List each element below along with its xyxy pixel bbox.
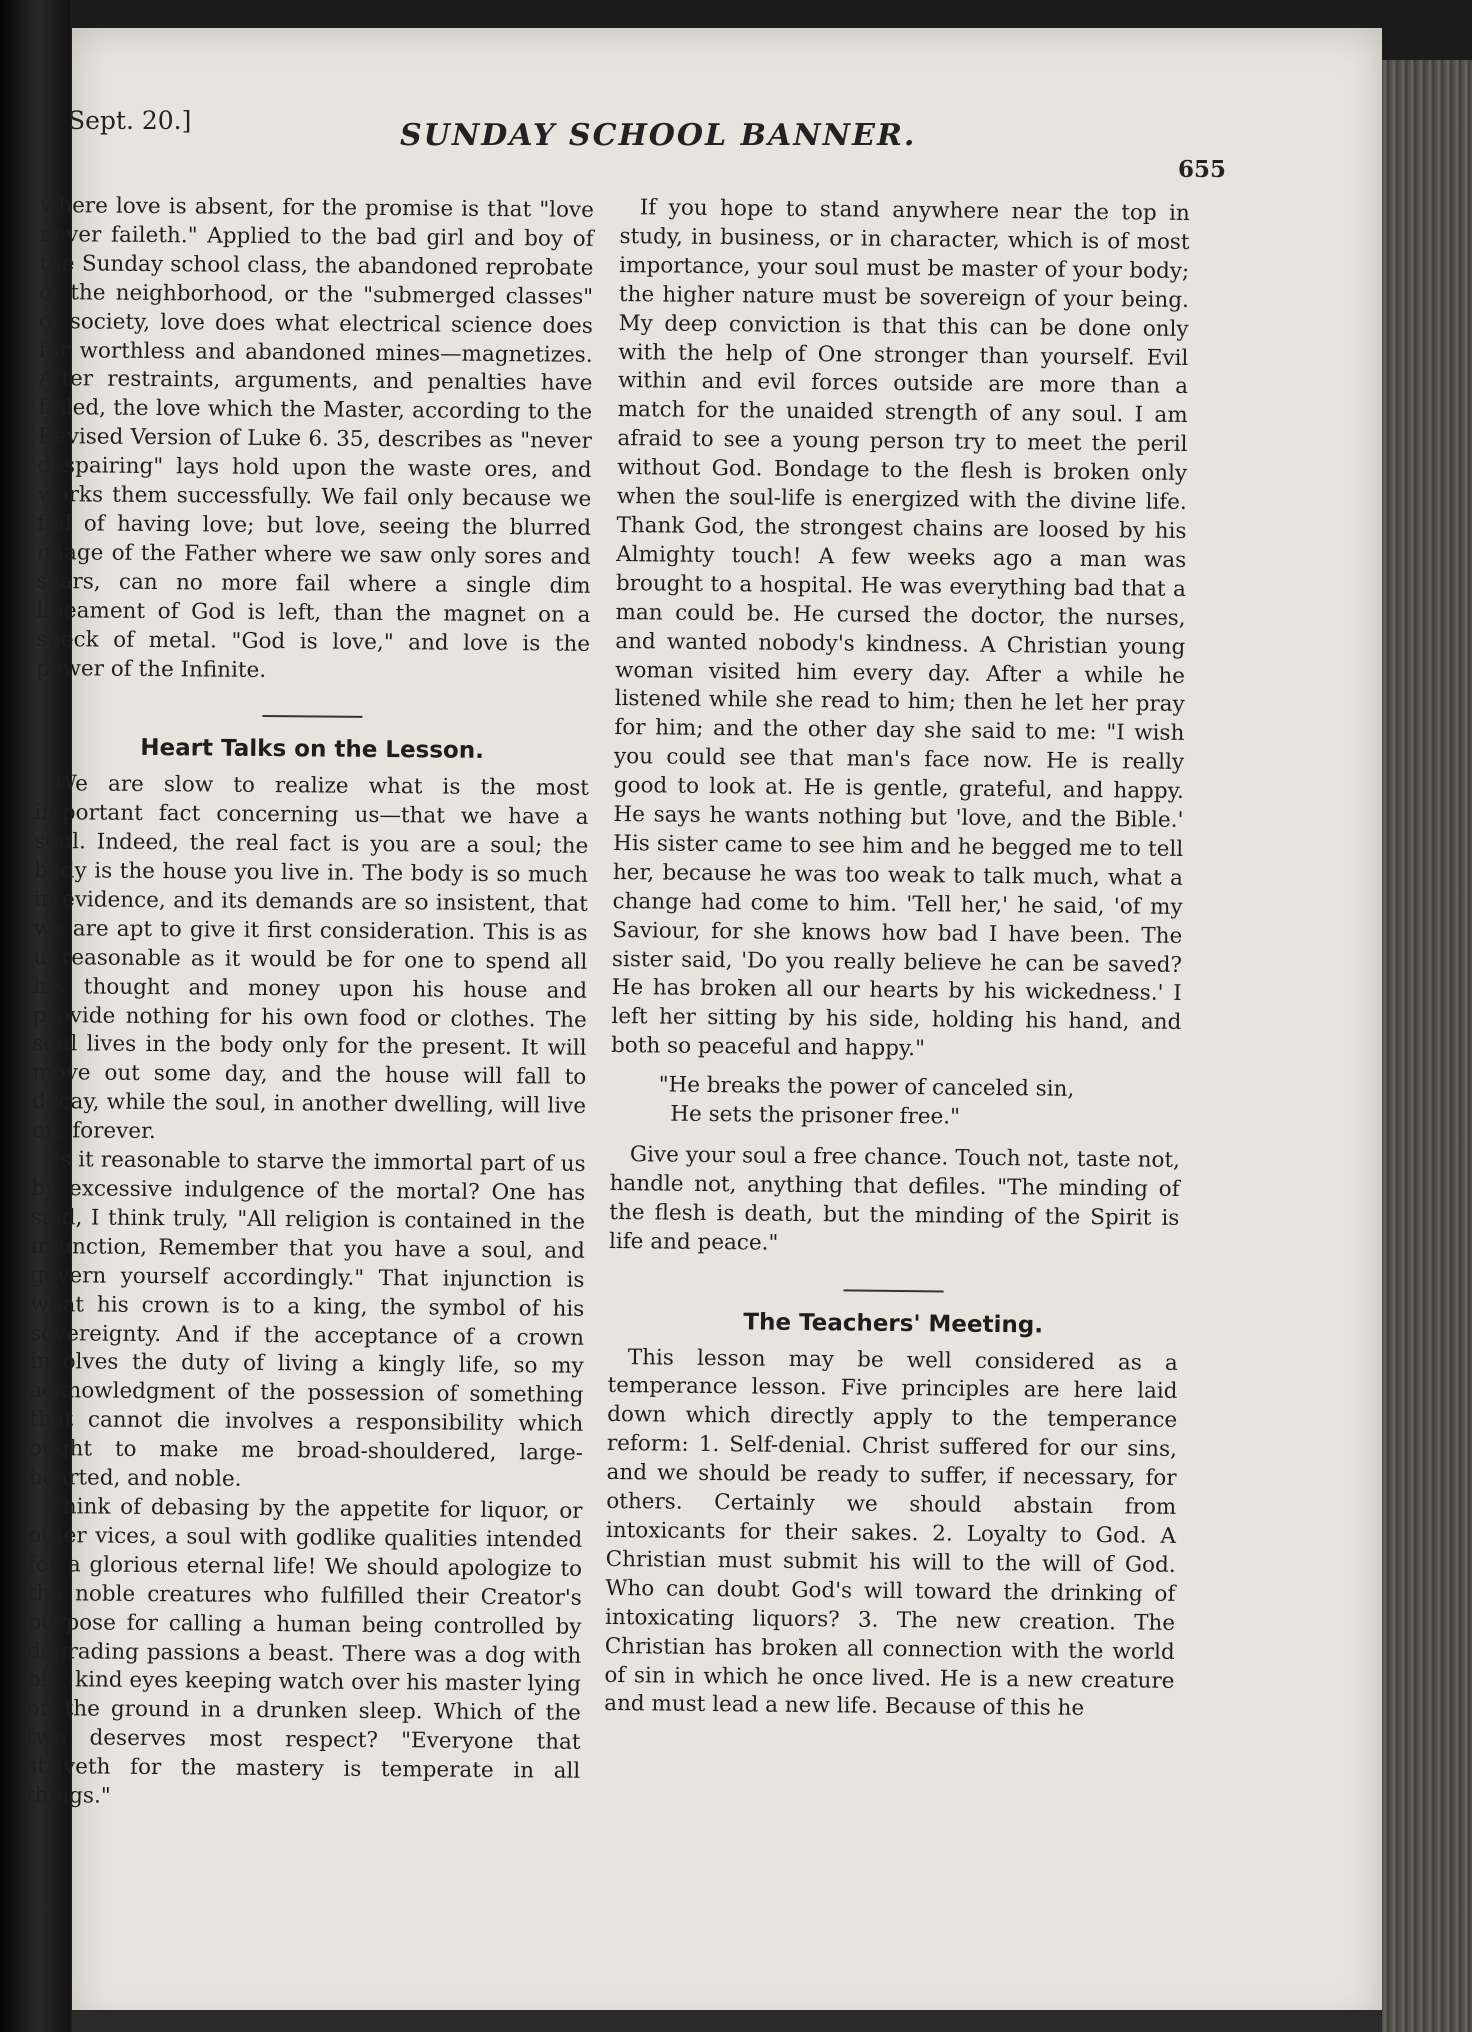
paragraph: Give your soul a free chance. Touch not, taste not, handle not, anything that defiles. "The minding of the flesh is death, but the minding of the Spirit is life and peace." <box>608 1142 1181 1256</box>
page-number: 655 <box>1178 156 1227 183</box>
paragraph: If you hope to stand anywhere near the top in study, in business, or in character, which is of most importance, your soul must be master of your body; the higher nature must be sovereign of your being. My deep conviction is that this can be done only with the help of One stronger than yourself. Evil within and evil forces outside are more than a match for the unaided strength of any soul. I am afraid to see a young person try to meet the peril without God. Bondage to the flesh is broken only when the soul-life is energized with the divine life. Thank God, the strongest chains are loosed by his Almighty touch! A few weeks ago a man was brought to a hospital. He was everything bad that a man could be. He cursed the doctor, the nurses, and wanted nobody's kindness. A Christian young woman visited him every day. After a while he listened while she read to him; then he let her pray for him; and the other day she said to me: "I wish you could see that man's face now. He is really good to look at. He is gentle, grateful, and happy. He says he wants nothing but 'love, and the Bible.' His sister came to see him and he begged me to tell her, because he was too weak to talk much, what a change had come to him. 'Tell her,' he said, 'of my Saviour, for she knows how bad I have been. The sister said, 'Do you really believe he can be saved? He has broken all our hearts by his wickedness.' I left her sitting by his side, holding his hand, and both so peaceful and happy." <box>610 195 1190 1062</box>
section-divider <box>844 1289 944 1292</box>
bottom-shadow <box>72 2010 1382 2032</box>
continued-paragraph: where love is absent, for the promise is that "love never faileth." Applied to the bad girl and boy of the Sunday school class, the abandoned reprobate of the neighborhood, or the "submerged classes" of society, love does what electrical science does for worthless and abandoned mines—magnetizes. After restraints, arguments, and penalties have failed, the love which the Master, according to the Revised Version of Luke 6. 35, describes as "never despairing" lays hold upon the waste ores, and works them successfully. We fail only because we fail of having love; but love, seeing the blurred image of the Father where we saw only sores and scars, can no more fail where a single dim lineament of God is left, than the magnet on a speck of metal. "God is love," and love is the power of the Infinite. <box>35 192 594 683</box>
header-date: Sept. 20.] <box>68 106 192 135</box>
paragraph: This lesson may be well considered as a temperance lesson. Five principles are here laid down which directly apply to the temperance reform: 1. Self-denial. Christ suffered for our sins, and we should be ready to suffer, if necessary, for others. Certainly we should abstain from intoxicants for their sakes. 2. Loyalty to God. A Christian must submit his will to the will of God. Who can doubt God's will toward the drinking of intoxicating liquors? 3. The new creation. The Christian has broken all connection with the world of sin in which he once lived. He is a new creature and must lead a new life. Because of this he <box>604 1344 1178 1722</box>
right-column <box>604 194 1190 1725</box>
paragraph: Is it reasonable to starve the immortal part of us by excessive indulgence of the mortal? One has said, I think truly, "All religion is contained in the injunction, Remember that you have a soul, and govern yourself accordingly." That injunction is what his crown is to a king, the symbol of his sovereignty. And if the acceptance of a crown involves the duty of living a kingly life, so my acknowledgment of the possession of something that cannot die involves a responsibility which ought to make me broad-shouldered, large-hearted, and noble. <box>28 1147 586 1492</box>
hymn-quote <box>658 1072 1181 1135</box>
page-edges <box>1382 60 1472 2032</box>
left-column <box>26 192 594 1816</box>
paragraph: We are slow to realize what is the most important fact concerning us—that we have a soul. Indeed, the real fact is you are a soul; the body is the house you live in. The body is so much in evidence, and its demands are so insistent, that we are apt to give it first consideration. This is as unreasonable as it would be for one to spend all his thought and money upon his house and provide nothing for his own food or clothes. The soul lives in the body only for the present. It will move out some day, and the house will fall to decay, while the soul, in another dwelling, will live on, forever. <box>31 771 589 1145</box>
paragraph: Think of debasing by the appetite for liquor, or other vices, a soul with godlike qualities intended for a glorious eternal life! We should apologize to the noble creatures who fulfilled their Creator's purpose for calling a human being controlled by degrading passions a beast. There was a dog with big, kind eyes keeping watch over his master lying on the ground in a drunken sleep. Which of the two deserves most respect? "Everyone that striveth for the mastery is temperate in all things." <box>25 1494 583 1809</box>
quote-line: He sets the prisoner free." <box>670 1101 961 1130</box>
heart-talks-heading: Heart Talks on the Lesson. <box>140 735 485 765</box>
teachers-meeting-heading: The Teachers' Meeting. <box>743 1308 1044 1339</box>
quote-line: "He breaks the power of canceled sin, <box>658 1072 1075 1102</box>
section-divider <box>262 715 362 718</box>
page-title: SUNDAY SCHOOL BANNER. <box>400 118 917 153</box>
